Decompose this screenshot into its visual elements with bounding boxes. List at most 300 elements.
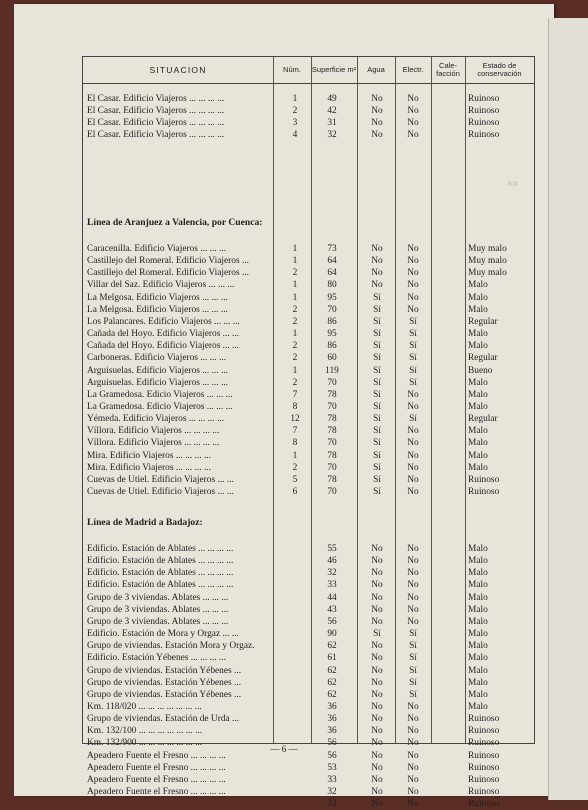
table-row	[83, 437, 534, 449]
cell-electr: No	[407, 701, 419, 712]
cell-electr: No	[407, 94, 419, 104]
cell-situacion: Villar del Saz. Edificio Viajeros ... ... ...	[87, 280, 235, 291]
table-row	[83, 543, 534, 555]
cell-estado: Malo	[468, 292, 488, 303]
cell-superficie: 95	[327, 329, 337, 340]
cell-num: 2	[292, 106, 298, 117]
cell-agua: No	[371, 94, 383, 104]
cell-situacion: Grupo de viviendas. Estación de Urda ...	[87, 714, 240, 725]
header-situacion: SITUACION	[149, 65, 207, 75]
cell-electr: No	[407, 750, 419, 761]
cell-superficie: 56	[327, 616, 337, 627]
cell-electr: Sí	[409, 689, 417, 700]
cell-situacion: Km. 132/900 ... ... ... ... ... ... ...	[87, 738, 203, 749]
cell-electr: No	[407, 426, 419, 437]
cell-agua: No	[371, 641, 383, 652]
cell-estado: Malo	[468, 665, 488, 676]
cell-agua: No	[371, 106, 383, 117]
cell-situacion: Edificio. Estación Yébenes ... ... ... ...	[87, 653, 226, 664]
cell-superficie: 119	[325, 365, 339, 376]
cell-electr: No	[407, 738, 419, 749]
table-row	[83, 652, 534, 664]
table-row	[83, 243, 534, 255]
cell-electr: No	[407, 304, 419, 315]
cell-electr: No	[407, 450, 419, 461]
cell-superficie: 32	[327, 787, 337, 797]
cell-estado: Ruinoso	[468, 130, 500, 141]
cell-num: 1	[292, 365, 298, 376]
cell-num: 8	[292, 401, 298, 412]
cell-situacion: Caracenilla. Edificio Viajeros ... ... ...	[87, 244, 227, 254]
cell-situacion: Castillejo del Romeral. Edificio Viajeros ...	[87, 268, 249, 279]
cell-agua: No	[371, 130, 383, 141]
cell-agua: Sí	[373, 365, 381, 376]
table-row	[83, 579, 534, 591]
cell-superficie: 86	[327, 316, 337, 327]
cell-agua: No	[371, 787, 383, 797]
cell-estado: Malo	[468, 604, 488, 615]
cell-num: 7	[292, 389, 298, 400]
cell-superficie: 36	[327, 701, 337, 712]
cell-situacion: Grupo de 3 viviendas. Ablates ... ... ...	[87, 592, 229, 603]
table-row	[83, 762, 534, 774]
cell-superficie: 62	[327, 641, 337, 652]
cell-num: 2	[292, 377, 298, 388]
table-row	[83, 592, 534, 604]
cell-electr: Sí	[409, 316, 417, 327]
cell-estado: Ruinoso	[468, 94, 500, 104]
cell-superficie: 53	[327, 762, 337, 773]
cell-agua: No	[371, 762, 383, 773]
cell-situacion: El Casar. Edificio Viajeros ... ... ... ...	[87, 130, 225, 141]
cell-estado: Malo	[468, 616, 488, 627]
cell-superficie: 61	[327, 653, 337, 664]
table-row	[83, 93, 534, 105]
cell-electr: No	[407, 474, 419, 485]
cell-situacion: Apeadero Fuente el Fresno ... ... ... ...	[87, 787, 226, 797]
cell-agua: No	[371, 653, 383, 664]
cell-situacion: Km. 132/100 ... ... ... ... ... ... ...	[87, 726, 203, 737]
cell-situacion: Arguisuelas. Edificio Viajeros ... ... ...	[87, 365, 228, 376]
cell-electr: No	[407, 106, 419, 117]
cell-estado: Malo	[468, 401, 488, 412]
table-row	[83, 255, 534, 267]
cell-agua: No	[371, 616, 383, 627]
cell-superficie: 56	[327, 750, 337, 761]
cell-situacion: El Casar. Edificio Viajeros ... ... ... ...	[87, 94, 225, 104]
cell-situacion: La Melgosa. Edificio Viajeros ... ... ...	[87, 292, 228, 303]
cell-situacion: Grupo de viviendas. Estación Yébenes ...	[87, 677, 242, 688]
table-row	[83, 401, 534, 413]
cell-agua: Sí	[373, 316, 381, 327]
cell-estado: Malo	[468, 280, 488, 291]
table-row	[83, 462, 534, 474]
cell-superficie: 62	[327, 677, 337, 688]
cell-situacion: Grupo de 3 viviendas. Ablates ... ... ...	[87, 604, 229, 615]
cell-situacion: Víllora. Edificio Viajeros ... ... ... ...	[87, 438, 220, 449]
cell-agua: Sí	[373, 414, 381, 425]
cell-superficie: 78	[327, 426, 337, 437]
cell-electr: No	[407, 556, 419, 567]
cell-superficie: 62	[327, 665, 337, 676]
cell-situacion: Edificio. Estación de Mora y Orgaz ... ...	[87, 629, 239, 640]
cell-superficie: 43	[327, 604, 337, 615]
cell-electr: Sí	[409, 629, 417, 640]
cell-superficie: 70	[327, 487, 337, 497]
cell-superficie: 78	[327, 414, 337, 425]
cell-estado: Ruinoso	[468, 774, 500, 785]
cell-estado: Regular	[468, 414, 498, 425]
table-row	[83, 689, 534, 701]
cell-estado: Ruinoso	[468, 738, 500, 749]
cell-agua: No	[371, 580, 383, 591]
cell-agua: Sí	[373, 401, 381, 412]
cell-situacion: Edificio. Estación de Ablates ... ... ... ...	[87, 556, 234, 567]
cell-superficie: 64	[327, 268, 337, 279]
cell-superficie: 70	[327, 304, 337, 315]
cell-estado: Malo	[468, 677, 488, 688]
table-row	[83, 640, 534, 652]
cell-electr: No	[407, 799, 419, 810]
cell-superficie: 44	[327, 592, 337, 603]
cell-agua: No	[371, 256, 383, 267]
cell-situacion: Mira. Edificio Viajeros ... ... ... ...	[87, 462, 211, 473]
cell-estado: Malo	[468, 377, 488, 388]
table-row	[83, 279, 534, 291]
section-title: Línea de Madrid a Badajoz:	[87, 517, 203, 528]
cell-estado: Regular	[468, 353, 498, 364]
cell-superficie: 70	[327, 438, 337, 449]
cell-agua: Sí	[373, 389, 381, 400]
table-row	[83, 450, 534, 462]
table-row	[83, 555, 534, 567]
cell-estado: Malo	[468, 629, 488, 640]
cell-num: 2	[292, 316, 298, 327]
cell-estado: Malo	[468, 329, 488, 340]
cell-situacion: El Casar. Edificio Viajeros ... ... ... ...	[87, 118, 225, 129]
cell-estado: Muy malo	[468, 244, 507, 254]
cell-agua: No	[371, 677, 383, 688]
cell-situacion: Víllora. Edificio Viajeros ... ... ... ...	[87, 426, 220, 437]
cell-electr: No	[407, 580, 419, 591]
cell-estado: Malo	[468, 426, 488, 437]
table-row	[83, 774, 534, 786]
cell-agua: Sí	[373, 426, 381, 437]
cell-situacion: Cañada del Hoyo. Edificio Viajeros ... ...	[87, 341, 240, 352]
table-row	[83, 567, 534, 579]
cell-situacion: La Gramedosa. Edicio Viajeros ... ... ...	[87, 389, 233, 400]
cell-estado: Malo	[468, 568, 488, 579]
document-page	[14, 4, 554, 810]
cell-agua: No	[371, 689, 383, 700]
cell-superficie: 33	[327, 580, 337, 591]
cell-num: 3	[292, 118, 298, 129]
cell-situacion: Apeadero Fuente el Fresno ... ... ... ...	[87, 750, 226, 761]
cell-electr: Sí	[409, 677, 417, 688]
cell-estado: Ruinoso	[468, 474, 500, 485]
cell-situacion: Arguisuelas. Edificio Viajeros ... ... ...	[87, 377, 228, 388]
cell-estado: Malo	[468, 462, 488, 473]
cell-num: 2	[292, 268, 298, 279]
cell-num: 12	[290, 414, 300, 425]
cell-agua: Sí	[373, 629, 381, 640]
cell-superficie: 73	[327, 244, 337, 254]
cell-estado: Malo	[468, 389, 488, 400]
cell-superficie: 55	[327, 544, 337, 554]
header-agua: Agua	[367, 65, 385, 74]
cell-agua: Sí	[373, 474, 381, 485]
cell-agua: No	[371, 604, 383, 615]
cell-estado: Malo	[468, 450, 488, 461]
cell-electr: No	[407, 462, 419, 473]
cell-estado: Bueno	[468, 365, 493, 376]
header-superficie: Superficie m²	[311, 65, 357, 74]
cell-superficie: 64	[327, 256, 337, 267]
cell-num: 2	[292, 462, 298, 473]
cell-agua: No	[371, 714, 383, 725]
cell-electr: No	[407, 592, 419, 603]
table-row	[83, 328, 534, 340]
cell-num: 1	[292, 244, 298, 254]
cell-superficie: 70	[327, 401, 337, 412]
cell-electr: Sí	[409, 329, 417, 340]
conservation-table	[82, 56, 535, 810]
cell-estado: Ruinoso	[468, 106, 500, 117]
cell-estado: Malo	[468, 556, 488, 567]
cell-superficie: 42	[327, 106, 337, 117]
cell-electr: No	[407, 544, 419, 554]
cell-electr: Sí	[409, 653, 417, 664]
cell-situacion: El Casar. Edificio Viajeros ... ... ... ...	[87, 106, 225, 117]
table-row	[83, 292, 534, 304]
cell-superficie: 78	[327, 450, 337, 461]
cell-num: 1	[292, 292, 298, 303]
table-row	[83, 701, 534, 713]
cell-estado: Regular	[468, 316, 498, 327]
cell-estado: Malo	[468, 592, 488, 603]
cell-num: 1	[292, 94, 298, 104]
cell-superficie: 80	[327, 280, 337, 291]
cell-estado: Malo	[468, 544, 488, 554]
cell-electr: No	[407, 292, 419, 303]
cell-agua: No	[371, 556, 383, 567]
table-row	[83, 616, 534, 628]
cell-agua: No	[371, 726, 383, 737]
cell-electr: No	[407, 130, 419, 141]
cell-superficie: 60	[327, 353, 337, 364]
cell-electr: Sí	[409, 641, 417, 652]
cell-estado: Malo	[468, 580, 488, 591]
page-number: — 6 —	[270, 744, 298, 754]
table-row	[83, 117, 534, 129]
cell-superficie: 36	[327, 714, 337, 725]
table-row	[83, 725, 534, 737]
cell-electr: Sí	[409, 665, 417, 676]
table-row	[83, 425, 534, 437]
cell-superficie: 86	[327, 341, 337, 352]
cell-agua: No	[371, 544, 383, 554]
cell-superficie: 70	[327, 462, 337, 473]
cell-electr: No	[407, 487, 419, 497]
cell-estado: Ruinoso	[468, 118, 500, 129]
header-num: Núm.	[283, 65, 301, 74]
cell-electr: No	[407, 256, 419, 267]
header-estado: Estado de conservación	[477, 61, 522, 78]
cell-estado: Ruinoso	[468, 726, 500, 737]
table-row	[83, 267, 534, 279]
table-row	[83, 713, 534, 725]
cell-agua: Sí	[373, 450, 381, 461]
cell-agua: No	[371, 244, 383, 254]
table-row	[83, 665, 534, 677]
cell-agua: No	[371, 592, 383, 603]
header-calefaccion: Cale- facción	[436, 61, 460, 78]
cell-num: 6	[292, 487, 298, 497]
cell-superficie: 62	[327, 689, 337, 700]
cell-situacion: Cuevas de Utiel. Edificio Viajeros ... ...	[87, 474, 234, 485]
table-row	[83, 340, 534, 352]
cell-superficie: 95	[327, 292, 337, 303]
cell-estado: Muy malo	[468, 268, 507, 279]
cell-electr: No	[407, 280, 419, 291]
table-row	[83, 474, 534, 486]
cell-situacion: La Gramedosa. Edicio Viajeros ... ... ...	[87, 401, 233, 412]
cell-agua: Sí	[373, 341, 381, 352]
cell-superficie: 56	[327, 738, 337, 749]
cell-agua: No	[371, 750, 383, 761]
cell-situacion: Grupo de viviendas. Estación Yébenes ...	[87, 665, 242, 676]
cell-situacion: Grupo de 3 viviendas. Ablates ... ... ...	[87, 616, 229, 627]
cell-electr: No	[407, 726, 419, 737]
cell-num: 4	[292, 130, 298, 141]
cell-estado: Muy malo	[468, 256, 507, 267]
cell-estado: Ruinoso	[468, 762, 500, 773]
cell-agua: No	[371, 738, 383, 749]
cell-agua: No	[371, 701, 383, 712]
cell-agua: Sí	[373, 438, 381, 449]
cell-superficie: 78	[327, 474, 337, 485]
cell-estado: Ruinoso	[468, 487, 500, 497]
cell-num: 1	[292, 280, 298, 291]
cell-situacion: Carboneras. Edificio Viajeros ... ... ...	[87, 353, 227, 364]
cell-agua: No	[371, 280, 383, 291]
cell-superficie: 33	[327, 774, 337, 785]
cell-superficie: 36	[327, 726, 337, 737]
table-row	[83, 377, 534, 389]
cell-situacion: Apeadero Fuente el Fresno ... ... ... ...	[87, 774, 226, 785]
cell-superficie: 78	[327, 389, 337, 400]
cell-superficie: 33	[327, 799, 337, 810]
cell-situacion: Grupo de viviendas. Estación Mora y Orgaz.	[87, 641, 255, 652]
cell-estado: Malo	[468, 653, 488, 664]
cell-superficie: 32	[327, 130, 337, 141]
cell-situacion: Castillejo del Romeral. Edificio Viajeros ...	[87, 256, 249, 267]
cell-electr: Sí	[409, 377, 417, 388]
cell-situacion: Edificio. Estación de Ablates ... ... ... ...	[87, 580, 234, 591]
cell-estado: Malo	[468, 341, 488, 352]
cell-estado: Malo	[468, 304, 488, 315]
cell-electr: No	[407, 401, 419, 412]
cell-electr: No	[407, 438, 419, 449]
table-row	[83, 486, 534, 498]
cell-agua: No	[371, 774, 383, 785]
cell-estado: Malo	[468, 689, 488, 700]
faint-stamp-mark: ▯▯▯	[507, 180, 518, 187]
cell-situacion: Mira. Edificio Viajeros ... ... ... ...	[87, 450, 211, 461]
table-row	[83, 628, 534, 640]
cell-num: 1	[292, 329, 298, 340]
cell-estado: Ruinoso	[468, 714, 500, 725]
cell-situacion: La Melgosa. Edificio Viajeros ... ... ...	[87, 304, 228, 315]
cell-agua: No	[371, 268, 383, 279]
table-row	[83, 413, 534, 425]
cell-num: 1	[292, 256, 298, 267]
cell-situacion: Edificio. Estación de Ablates ... ... ... ...	[87, 568, 234, 579]
cell-electr: No	[407, 268, 419, 279]
cell-situacion: Cañada del Hoyo. Edificio Viajeros ... ...	[87, 329, 240, 340]
cell-estado: Malo	[468, 641, 488, 652]
cell-situacion: Km. 118/020 ... ... ... ... ... ... ...	[87, 701, 202, 712]
cell-situacion: Los Palancares. Edificio Viajeros ... ... ...	[87, 316, 240, 327]
cell-agua: Sí	[373, 329, 381, 340]
cell-num: 8	[292, 438, 298, 449]
table-row	[83, 677, 534, 689]
table-row	[83, 365, 534, 377]
cell-estado: Ruinoso	[468, 750, 500, 761]
table-row	[83, 316, 534, 328]
cell-agua: Sí	[373, 304, 381, 315]
cell-superficie: 46	[327, 556, 337, 567]
cell-electr: Sí	[409, 365, 417, 376]
cell-electr: No	[407, 118, 419, 129]
cell-num: 2	[292, 341, 298, 352]
table-row	[83, 129, 534, 141]
cell-electr: No	[407, 787, 419, 797]
cell-electr: No	[407, 774, 419, 785]
table-row	[83, 786, 534, 798]
cell-num: 1	[292, 450, 298, 461]
cell-electr: No	[407, 604, 419, 615]
cell-situacion: Apeadero Fuente el Fresno ... ... ... ...	[87, 762, 226, 773]
cell-agua: No	[371, 568, 383, 579]
adjacent-page-edge	[548, 18, 588, 800]
cell-situacion: Grupo de viviendas. Estación Yébenes ...	[87, 689, 242, 700]
cell-agua: Sí	[373, 377, 381, 388]
table-row	[83, 389, 534, 401]
cell-estado: Ruinoso	[468, 799, 500, 810]
cell-electr: No	[407, 568, 419, 579]
cell-agua: Sí	[373, 292, 381, 303]
table-header	[83, 57, 534, 84]
cell-electr: Sí	[409, 341, 417, 352]
cell-num: 2	[292, 353, 298, 364]
cell-agua: No	[371, 118, 383, 129]
table-row	[83, 604, 534, 616]
cell-superficie: 49	[327, 94, 337, 104]
cell-situacion: Yémeda. Edificio Viajeros ... ... ... ...	[87, 414, 224, 425]
cell-agua: No	[371, 799, 383, 810]
header-electr: Electr.	[402, 65, 424, 74]
cell-estado: Malo	[468, 701, 488, 712]
cell-agua: Sí	[373, 487, 381, 497]
cell-superficie: 31	[327, 118, 337, 129]
cell-electr: No	[407, 762, 419, 773]
cell-num: 2	[292, 304, 298, 315]
cell-situacion: Edificio. Estación de Ablates ... ... ... ...	[87, 544, 234, 554]
cell-estado: Ruinoso	[468, 787, 500, 797]
cell-electr: Sí	[409, 414, 417, 425]
cell-superficie: 70	[327, 377, 337, 388]
